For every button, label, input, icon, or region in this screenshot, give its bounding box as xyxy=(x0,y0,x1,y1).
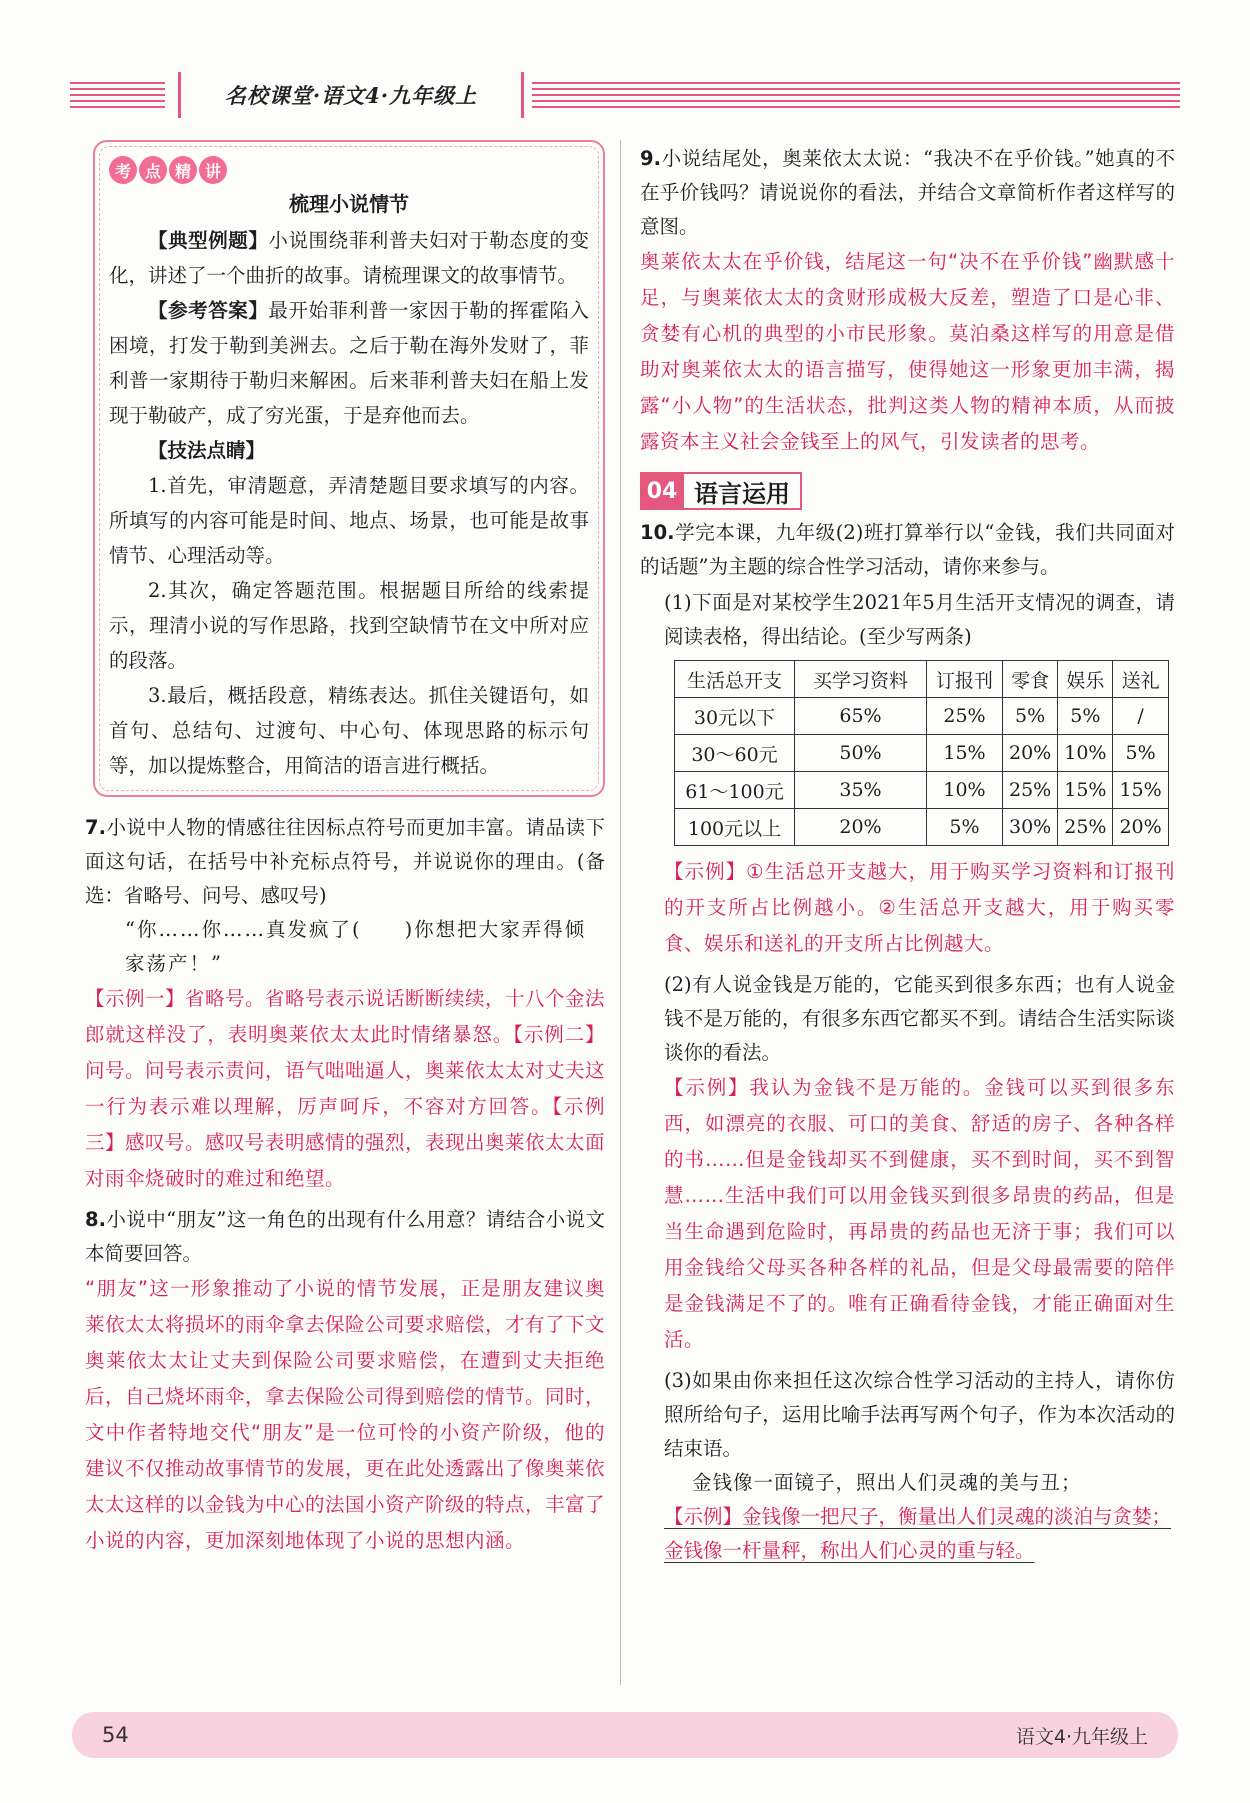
section-heading xyxy=(640,472,1175,510)
page-header xyxy=(70,72,1180,118)
question-number: 8. xyxy=(85,1208,106,1231)
table-header-cell: 零食 xyxy=(1003,661,1058,698)
table-cell: 5% xyxy=(1058,698,1113,735)
question-10-answer-3: 【示例】金钱像一把尺子，衡量出人们灵魂的淡泊与贪婪；金钱像一杆量秤，称出人们心灵的重与轻。 xyxy=(664,1505,1172,1562)
example-paragraph xyxy=(109,223,589,293)
table-row xyxy=(675,809,1169,846)
answer-paragraph xyxy=(109,293,589,433)
page-number: 54 xyxy=(102,1723,129,1747)
header-stripes-left xyxy=(70,82,165,108)
table-header-cell: 送礼 xyxy=(1113,661,1168,698)
table-row xyxy=(675,698,1169,735)
table-cell: 30元以下 xyxy=(675,698,795,735)
question-text: 小说中人物的情感往往因标点符号而更加丰富。请品读下面这句话，在括号中补充标点符号，并说说你的理由。(备选：省略号、问号、感叹号) xyxy=(85,816,605,907)
table-cell: 61～100元 xyxy=(675,772,795,809)
question-number: 7. xyxy=(85,816,106,839)
question-number: 9. xyxy=(640,147,661,170)
table-cell: 15% xyxy=(1058,772,1113,809)
question-text: 学完本课，九年级(2)班打算举行以“金钱，我们共同面对的话题”为主题的综合性学习活动，请你来参与。 xyxy=(640,521,1175,578)
table-header-cell: 娱乐 xyxy=(1058,661,1113,698)
answer-text: 最开始菲利普一家因于勒的挥霍陷入困境，打发于勒到美洲去。之后于勒在海外发财了，菲利普一家期待于勒归来解困。后来菲利普夫妇在船上发现于勒破产，成了穷光蛋，于是弃他而去。 xyxy=(109,299,589,427)
page-footer xyxy=(72,1712,1178,1758)
table-cell: 65% xyxy=(795,698,927,735)
tip-item: 3.最后，概括段意，精练表达。抓住关键语句，如首句、总结句、过渡句、中心句、体现思路的标示句等，加以提炼整合，用简洁的语言进行概括。 xyxy=(109,684,589,777)
tips-label: 【技法点睛】 xyxy=(148,439,266,462)
answer-label: 【参考答案】 xyxy=(148,299,269,322)
question-8 xyxy=(85,1203,605,1271)
table-cell: 15% xyxy=(1113,772,1168,809)
table-row xyxy=(675,772,1169,809)
table-row xyxy=(675,735,1169,772)
section-title: 语言运用 xyxy=(684,472,802,510)
table-cell: 20% xyxy=(795,809,927,846)
tip-item: 2.其次，确定答题范围。根据题目所给的线索提示，理清小说的写作思路，找到空缺情节在文中所对应的段落。 xyxy=(109,579,589,672)
left-column xyxy=(85,140,605,1559)
table-cell: 5% xyxy=(927,809,1003,846)
table-cell: 30～60元 xyxy=(675,735,795,772)
question-9-answer: 奥莱依太太在乎价钱，结尾这一句“决不在乎价钱”幽默感十足，与奥莱依太太的贪财形成极大反差，塑造了口是心非、贪婪有心机的典型的小市民形象。莫泊桑这样写的用意是借助对奥莱依太太的语言描写，使得她这一形象更加丰满，揭露“小人物”的生活状态，批判这类人物的精神本质，从而披露资本主义社会金钱至上的风气，引发读者的思考。 xyxy=(640,250,1175,453)
question-text: 小说结尾处，奥莱依太太说：“我决不在乎价钱。”她真的不在乎价钱吗？请说说你的看法，并结合文章简析作者这样写的意图。 xyxy=(640,147,1175,238)
question-7-answer: 【示例一】省略号。省略号表示说话断断续续，十八个金法郎就这样没了，表明奥莱依太太此时情绪暴怒。【示例二】问号。问号表示责问，语气咄咄逼人，奥莱依太太对丈夫这一行为表示难以理解，厉声呵斥，不容对方回答。【示例三】感叹号。感叹号表明感情的强烈，表现出奥莱依太太面对雨伞烧破时的难过和绝望。 xyxy=(85,987,606,1190)
table-header-cell: 订报刊 xyxy=(927,661,1003,698)
table-cell: 5% xyxy=(1113,735,1168,772)
question-10-answer-2: 【示例】我认为金钱不是万能的。金钱可以买到很多东西，如漂亮的衣服、可口的美食、舒适的房子、各种各样的书……但是金钱却买不到健康，买不到时间，买不到智慧……生活中我们可以用金钱买到很多昂贵的药品，但是当生命遇到危险时，再昂贵的药品也无济于事；我们可以用金钱给父母买各种各样的礼品，但是父母最需要的陪伴是金钱满足不了的。唯有正确看待金钱，才能正确面对生活。 xyxy=(664,1076,1175,1351)
table-cell: 25% xyxy=(1058,809,1113,846)
tag-char: 讲 xyxy=(199,156,227,184)
question-number: 10. xyxy=(640,521,675,544)
question-10-answer-1: 【示例】①生活总开支越大，用于购买学习资料和订报刊的开支所占比例越小。②生活总开支越大，用于购买零食、娱乐和送礼的开支所占比例越大。 xyxy=(664,860,1175,955)
table-cell: 20% xyxy=(1113,809,1168,846)
kaodian-tag xyxy=(109,156,589,184)
question-8-answer: “朋友”这一形象推动了小说的情节发展，正是朋友建议奥莱依太太将损坏的雨伞拿去保险公司要求赔偿，才有了下文奥莱依太太让丈夫到保险公司要求赔偿，在遭到丈夫拒绝后，自己烧坏雨伞，拿去保险公司得到赔偿的情节。同时，文中作者特地交代“朋友”是一位可怜的小资产阶级，他的建议不仅推动故事情节的发展，更在此处透露出了像奥莱依太太这样的以金钱为中心的法国小资产阶级的特点，丰富了小说的内容，更加深刻地体现了小说的思想内涵。 xyxy=(85,1277,606,1552)
table-cell: 25% xyxy=(1003,772,1058,809)
footer-book-title: 语文4·九年级上 xyxy=(1015,1725,1148,1748)
kaodian-box xyxy=(93,140,605,797)
table-header-row xyxy=(675,661,1169,698)
table-cell: 5% xyxy=(1003,698,1058,735)
tag-char: 精 xyxy=(169,156,197,184)
model-sentence: 金钱像一面镜子，照出人们灵魂的美与丑； xyxy=(692,1471,1082,1494)
table-cell: 50% xyxy=(795,735,927,772)
table-cell: / xyxy=(1113,698,1168,735)
column-divider xyxy=(620,140,621,1685)
section-number: 04 xyxy=(640,472,684,510)
example-label: 【典型例题】 xyxy=(148,229,269,252)
expense-table xyxy=(674,660,1169,846)
tag-char: 点 xyxy=(139,156,167,184)
table-cell: 35% xyxy=(795,772,927,809)
table-cell: 10% xyxy=(927,772,1003,809)
question-10-sub2: (2)有人说金钱是万能的，它能买到很多东西；也有人说金钱不是万能的，有很多东西它都买不到。请结合生活实际谈谈你的看法。 xyxy=(664,973,1175,1064)
table-cell: 10% xyxy=(1058,735,1113,772)
question-10-sub3: (3)如果由你来担任这次综合性学习活动的主持人，请你仿照所给句子，运用比喻手法再写两个句子，作为本次活动的结束语。 xyxy=(664,1369,1175,1460)
kaodian-title: 梳理小说情节 xyxy=(289,192,409,216)
question-10 xyxy=(640,516,1175,584)
question-7 xyxy=(85,811,605,913)
table-cell: 30% xyxy=(1003,809,1058,846)
table-cell: 25% xyxy=(927,698,1003,735)
tip-item: 1.首先，审清题意，弄清楚题目要求填写的内容。所填写的内容可能是时间、地点、场景，也可能是故事情节、心理活动等。 xyxy=(109,474,589,567)
tag-char: 考 xyxy=(109,156,137,184)
question-text: 小说中“朋友”这一角色的出现有什么用意？请结合小说文本简要回答。 xyxy=(85,1208,605,1265)
table-cell: 20% xyxy=(1003,735,1058,772)
question-10-sub1: (1)下面是对某校学生2021年5月生活开支情况的调查，请阅读表格，得出结论。(至少写两条) xyxy=(664,591,1175,648)
example-text: 小说围绕菲利普夫妇对于勒态度的变化，讲述了一个曲折的故事。请梳理课文的故事情节。 xyxy=(109,229,589,287)
header-title: 名校课堂·语文4·九年级上 xyxy=(178,72,524,118)
table-header-cell: 生活总开支 xyxy=(675,661,795,698)
table-cell: 15% xyxy=(927,735,1003,772)
question-9 xyxy=(640,142,1175,244)
table-header-cell: 买学习资料 xyxy=(795,661,927,698)
header-stripes-right xyxy=(532,82,1180,108)
table-cell: 100元以上 xyxy=(675,809,795,846)
right-column xyxy=(640,140,1175,1568)
question-7-quote: “你……你……真发疯了( )你想把大家弄得倾家荡产！” xyxy=(125,918,587,975)
